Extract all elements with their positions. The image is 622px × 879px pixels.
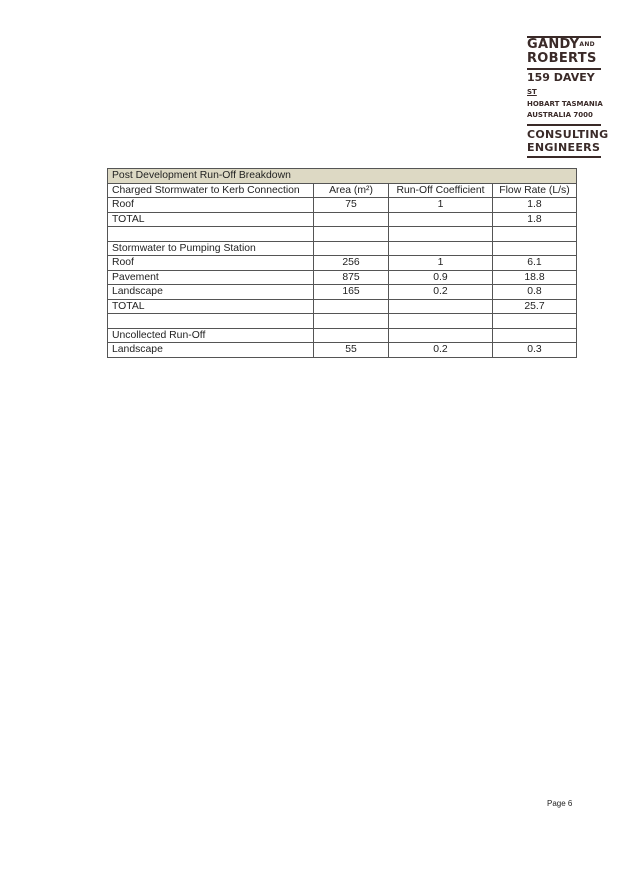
row-label [108, 314, 314, 329]
table-row [108, 198, 577, 213]
row-flow: 0.3 [493, 343, 577, 358]
company-logo [527, 36, 609, 158]
row-label: Roof [108, 198, 314, 213]
row-label: Landscape [108, 343, 314, 358]
row-coefficient: 1 [389, 256, 493, 271]
row-label: TOTAL [108, 299, 314, 314]
header-flow: Flow Rate (L/s) [493, 183, 577, 198]
table-row [108, 241, 577, 256]
table-row [108, 328, 577, 343]
table-row [108, 270, 577, 285]
logo-roberts: ROBERTS [527, 51, 597, 66]
header-coefficient: Run-Off Coefficient [389, 183, 493, 198]
row-coefficient: 1 [389, 198, 493, 213]
logo-city: HOBART TASMANIA [527, 100, 603, 108]
row-flow [493, 241, 577, 256]
logo-state: AUSTRALIA 7000 [527, 111, 593, 119]
table-title-row [108, 169, 577, 184]
row-area: 55 [314, 343, 389, 358]
row-flow: 6.1 [493, 256, 577, 271]
row-area [314, 212, 389, 227]
table-header-row [108, 183, 577, 198]
row-coefficient [389, 314, 493, 329]
row-label: Landscape [108, 285, 314, 300]
header-description: Charged Stormwater to Kerb Connection [108, 183, 314, 198]
row-label [108, 227, 314, 242]
table-title: Post Development Run-Off Breakdown [108, 169, 577, 184]
row-flow: 0.8 [493, 285, 577, 300]
row-flow: 18.8 [493, 270, 577, 285]
row-label: Uncollected Run-Off [108, 328, 314, 343]
row-label: Roof [108, 256, 314, 271]
row-flow [493, 314, 577, 329]
row-flow: 25.7 [493, 299, 577, 314]
row-flow [493, 328, 577, 343]
table-row [108, 227, 577, 242]
table-row [108, 212, 577, 227]
table-row [108, 343, 577, 358]
table-row [108, 314, 577, 329]
row-area [314, 299, 389, 314]
logo-divider [527, 156, 601, 158]
logo-gandy: $GANDY^{AND}$ [527, 37, 595, 52]
row-coefficient [389, 212, 493, 227]
row-area: 875 [314, 270, 389, 285]
logo-divider [527, 124, 601, 126]
row-flow: 1.8 [493, 198, 577, 213]
runoff-table [107, 168, 577, 358]
row-coefficient: 0.2 [389, 285, 493, 300]
row-flow [493, 227, 577, 242]
row-area: 75 [314, 198, 389, 213]
header-area: Area (m²) [314, 183, 389, 198]
logo-divider [527, 68, 601, 70]
row-coefficient [389, 227, 493, 242]
row-area [314, 227, 389, 242]
row-label: TOTAL [108, 212, 314, 227]
logo-engineers: ENGINEERS [527, 141, 601, 154]
logo-consulting: CONSULTING [527, 128, 609, 141]
table-row [108, 285, 577, 300]
page-number: Page 6 [547, 799, 573, 808]
row-coefficient: 0.9 [389, 270, 493, 285]
row-coefficient: 0.2 [389, 343, 493, 358]
row-label: Stormwater to Pumping Station [108, 241, 314, 256]
row-area: 165 [314, 285, 389, 300]
row-label: Pavement [108, 270, 314, 285]
row-coefficient [389, 299, 493, 314]
table-row [108, 256, 577, 271]
row-area [314, 328, 389, 343]
table-row [108, 299, 577, 314]
row-flow: 1.8 [493, 212, 577, 227]
row-coefficient [389, 328, 493, 343]
row-coefficient [389, 241, 493, 256]
row-area: 256 [314, 256, 389, 271]
row-area [314, 314, 389, 329]
logo-address: 159 DAVEY $^{ST}$ [527, 71, 595, 96]
row-area [314, 241, 389, 256]
